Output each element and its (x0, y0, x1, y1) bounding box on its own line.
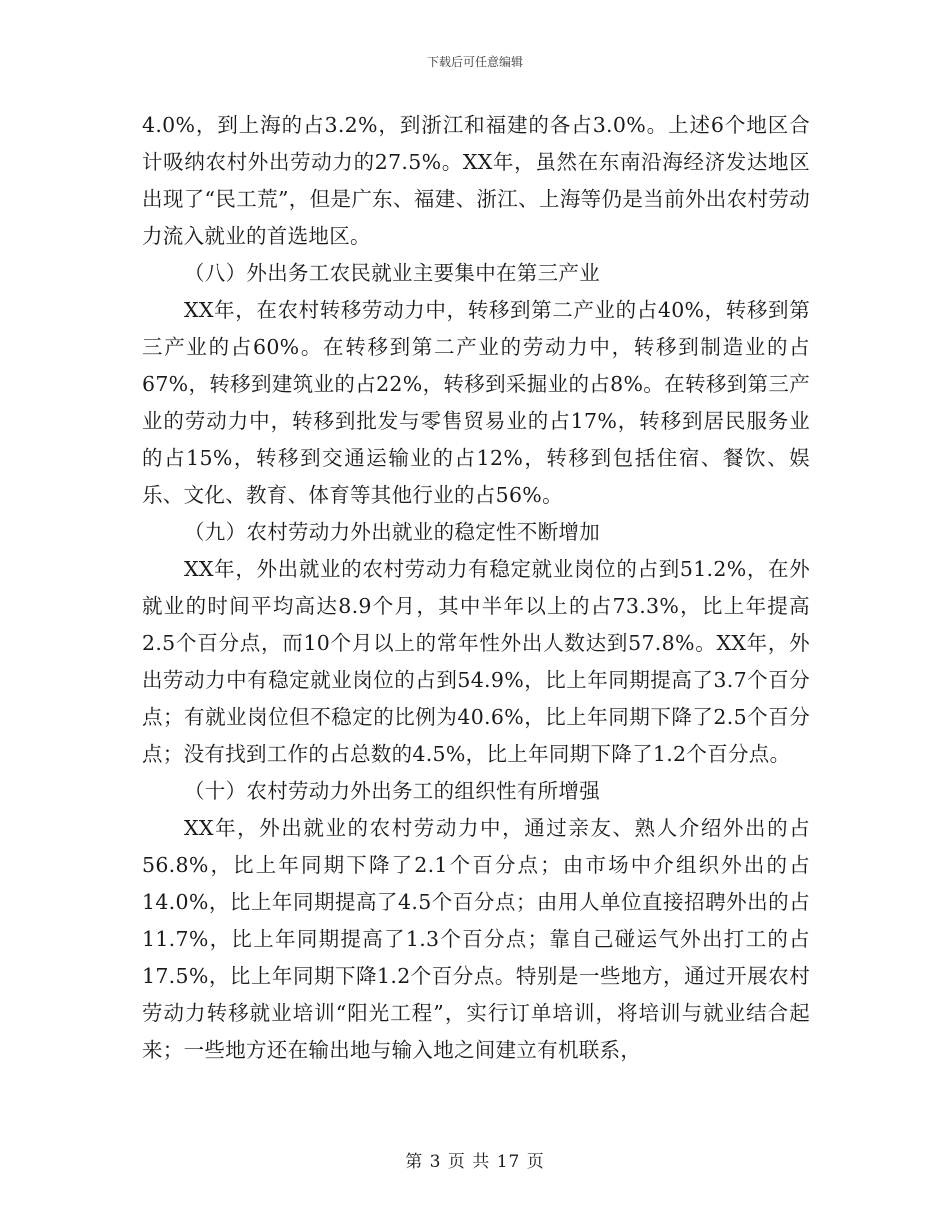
paragraph-organization: XX年，外出就业的农村劳动力中，通过亲友、熟人介绍外出的占56.8%，比上年同期下降了2.1个百分点；由市场中介组织外出的占14.0%，比上年同期提高了4.5个百分点；由用人单位直接招聘外出的占11.7%，比上年同期提高了1.3个百分点；靠自己碰运气外出打工的占17.5%，比上年同期下降1.2个百分点。特别是一些地方，通过开展农村劳动力转移就业培训“阳光工程”，实行订单培训，将培训与就业结合起来；一些地方还在输出地与输入地之间建立有机联系， (142, 816, 810, 1062)
paragraph-employment-stability: XX年，外出就业的农村劳动力有稳定就业岗位的占到51.2%，在外就业的时间平均高达8.9个月，其中半年以上的占73.3%，比上年提高2.5个百分点，而10个月以上的常年性外出人数达到57.8%。XX年，外出劳动力中有稳定就业岗位的占到54.9%，比上年同期提高了3.7个百分点；有就业岗位但不稳定的比例为40.6%，比上年同期下降了2.5个百分点；没有找到工作的占总数的4.5%，比上年同期下降了1.2个百分点。 (142, 557, 810, 766)
section-heading-10: （十）农村劳动力外出务工的组织性有所增强 (184, 779, 600, 803)
section-heading-8: （八）外出务工农民就业主要集中在第三产业 (184, 261, 600, 285)
section-heading-9: （九）农村劳动力外出就业的稳定性不断增加 (184, 520, 600, 544)
document-body (142, 107, 810, 1069)
paragraph-industry-distribution: XX年，在农村转移劳动力中，转移到第二产业的占40%，转移到第三产业的占60%。在转移到第二产业的劳动力中，转移到制造业的占67%，转移到建筑业的占22%，转移到采掘业的占8%。在转移到第三产业的劳动力中，转移到批发与零售贸易业的占17%，转移到居民服务业的占15%，转移到交通运输业的占12%，转移到包括住宿、餐饮、娱乐、文化、教育、体育等其他行业的占56%。 (142, 298, 810, 507)
paragraph-regional-distribution: 4.0%，到上海的占3.2%，到浙江和福建的各占3.0%。上述6个地区合计吸纳农村外出劳动力的27.5%。XX年，虽然在东南沿海经济发达地区出现了“民工荒”，但是广东、福建、浙江、上海等仍是当前外出农村劳动力流入就业的首选地区。 (142, 113, 810, 248)
page-number: 第 3 页 共 17 页 (405, 1152, 545, 1172)
header-note: 下载后可任意编辑 (426, 55, 523, 69)
